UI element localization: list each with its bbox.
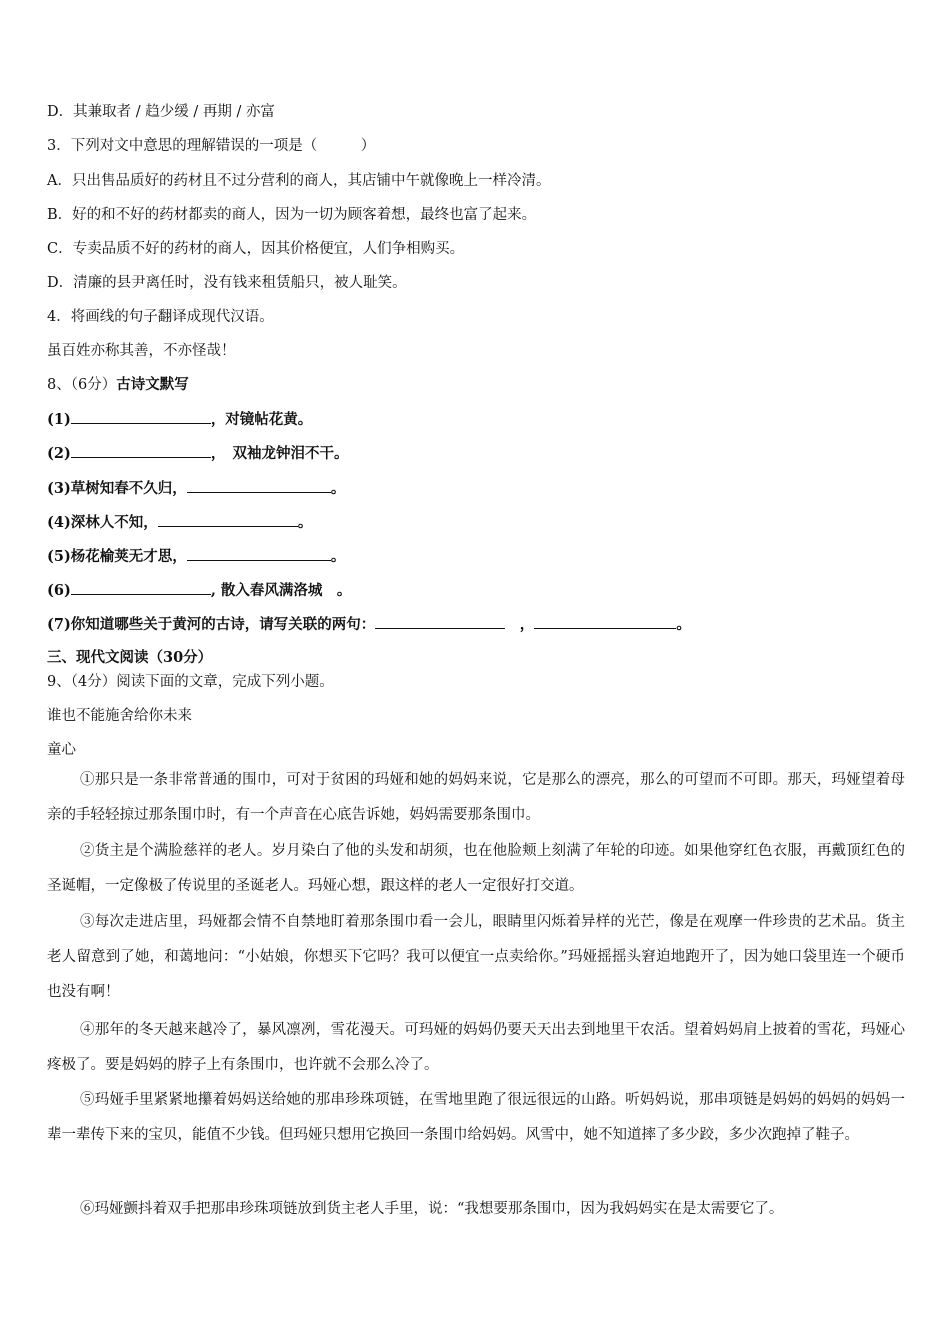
paragraph-5: ⑤玛娅手里紧紧地攥着妈妈送给她的那串珍珠项链，在雪地里跑了很远很远的山路。听妈妈说，那串项链是妈妈的妈妈的妈妈一辈一辈传下来的宝贝，能值不少钱。但玛娅只想用它换回一条围巾给妈妈。风雪中，她不知道摔了多少跤，多少次跑掉了鞋子。	[47, 1092, 905, 1143]
q7-4-stem: 4．将画线的句子翻译成现代汉语。	[47, 309, 274, 325]
answer-blank[interactable]	[534, 614, 676, 629]
paragraph-1: ①那只是一条非常普通的围巾，可对于贫困的玛娅和她的妈妈来说，它是那么的漂亮，那么的可望而不可即。那天，玛娅望着母亲的手轻轻掠过那条围巾时，有一个声音在心底告诉她，妈妈需要那条围巾。	[47, 772, 905, 823]
paragraph-4: ④那年的冬天越来越冷了，暴风凛冽，雪花漫天。可玛娅的妈妈仍要天天出去到地里干农活。望着妈妈肩上披着的雪花，玛娅心疼极了。要是妈妈的脖子上有条围巾，也许就不会那么冷了。	[47, 1022, 905, 1073]
q8-item-1: (1) ，对镜帖花黄。	[47, 411, 313, 428]
article-title: 谁也不能施舍给你未来	[47, 708, 192, 724]
answer-blank[interactable]	[71, 580, 211, 595]
paragraph-2: ②货主是个满脸慈祥的老人。岁月染白了他的头发和胡须，也在他脸颊上刻满了年轮的印迹。如果他穿红色衣服，再戴顶红色的圣诞帽，一定像极了传说里的圣诞老人。玛娅心想，跟这样的老人一定很好打交道。	[47, 843, 905, 894]
q7-3-option-a: A．只出售品质好的药材且不过分营利的商人，其店铺中午就像晚上一样冷清。	[47, 173, 551, 189]
section-3-heading: 三、现代文阅读（30分）	[47, 649, 213, 666]
q7-option-d: D．其兼取者 / 趋少缓 / 再期 / 亦富	[47, 104, 275, 120]
answer-blank[interactable]	[187, 546, 331, 561]
q7-3-option-b: B．好的和不好的药材都卖的商人，因为一切为顾客着想，最终也富了起来。	[47, 207, 537, 223]
q8-item-7: (7)你知道哪些关于黄河的古诗，请写关联的两句： ， 。	[47, 616, 691, 633]
q7-4-sentence: 虽百姓亦称其善，不亦怪哉！	[47, 343, 236, 359]
article-author: 童心	[47, 742, 76, 758]
answer-blank[interactable]	[71, 409, 211, 424]
q7-3-stem: 3．下列对文中意思的理解错误的一项是（ ）	[47, 138, 376, 154]
q8-item-2: (2) ， 双袖龙钟泪不干。	[47, 445, 349, 462]
q8-title-text: 古诗文默写	[116, 376, 189, 393]
q8-title	[47, 375, 189, 395]
q7-3-option-d: D．清廉的县尹离任时，没有钱来租赁船只，被人耻笑。	[47, 275, 407, 291]
paragraph-6: ⑥玛娅颤抖着双手把那串珍珠项链放到货主老人手里，说：“我想要那条围巾，因为我妈妈实在是太需要它了。	[80, 1201, 784, 1217]
q7-3-option-c: C．专卖品质不好的药材的商人，因其价格便宜，人们争相购买。	[47, 241, 465, 257]
q8-number: 8、（6分）	[47, 377, 117, 393]
q8-item-4: (4)深林人不知， 。	[47, 514, 313, 531]
answer-blank[interactable]	[71, 443, 211, 458]
q8-item-5: (5)杨花榆荚无才思， 。	[47, 548, 346, 565]
answer-blank[interactable]	[375, 614, 505, 629]
q8-item-6: (6) , 散入春风满洛城 。	[47, 582, 352, 599]
paragraph-3: ③每次走进店里，玛娅都会情不自禁地盯着那条围巾看一会儿，眼睛里闪烁着异样的光芒，像是在观摩一件珍贵的艺术品。货主老人留意到了她，和蔼地问：“小姑娘，你想买下它吗？我可以便宜一点卖给你。”玛娅摇摇头窘迫地跑开了，因为她口袋里连一个硬币也没有啊！	[47, 914, 905, 1000]
answer-blank[interactable]	[158, 512, 298, 527]
q8-item-3: (3)草树知春不久归， 。	[47, 480, 346, 497]
answer-blank[interactable]	[187, 478, 331, 493]
q9-stem: 9、（4分）阅读下面的文章，完成下列小题。	[47, 674, 334, 690]
